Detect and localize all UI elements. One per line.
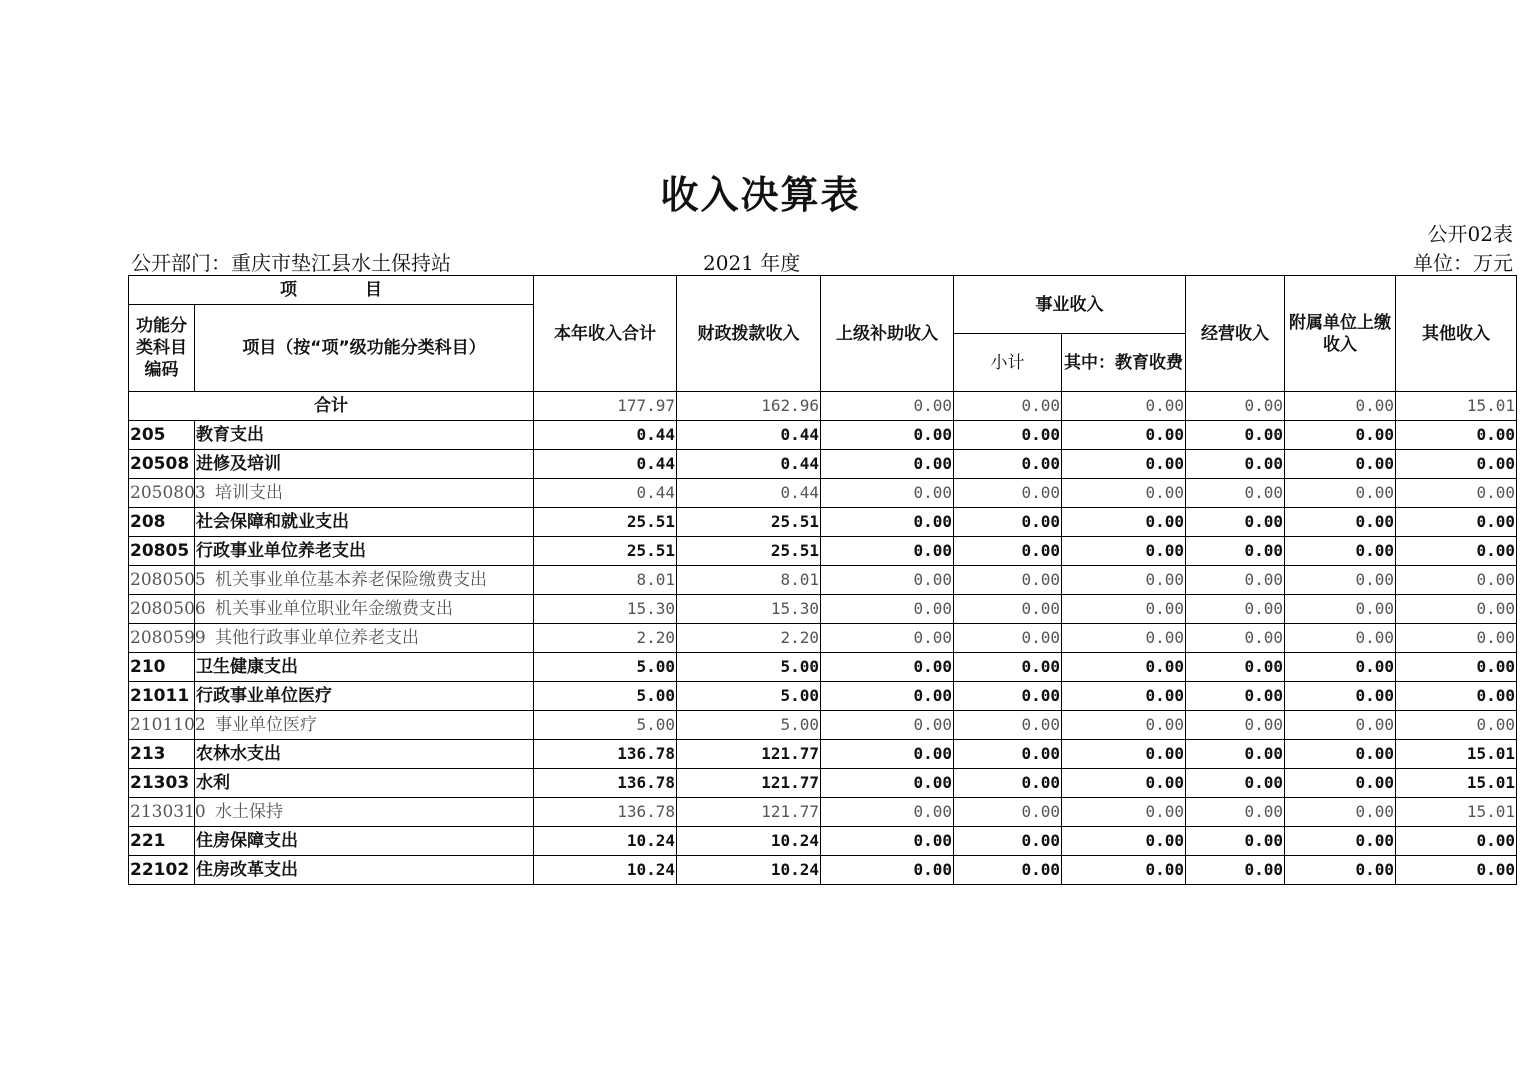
row-value: 0.00 [1285, 798, 1396, 827]
row-value: 5.00 [677, 711, 821, 740]
row-value: 0.00 [1186, 653, 1285, 682]
row-value: 2.20 [677, 624, 821, 653]
row-function-code: 21303 [129, 769, 195, 798]
row-function-code: 213 [129, 740, 195, 769]
row-value: 0.00 [954, 508, 1062, 537]
row-value: 0.00 [1396, 711, 1517, 740]
row-value: 0.00 [954, 595, 1062, 624]
table-row [129, 479, 1517, 508]
row-value: 0.00 [1285, 421, 1396, 450]
row-value: 0.00 [1186, 566, 1285, 595]
table-row [129, 653, 1517, 682]
row-value: 0.00 [1186, 711, 1285, 740]
total-row [129, 392, 1517, 421]
form-number: 公开02表 [1427, 222, 1513, 246]
row-value: 15.01 [1396, 740, 1517, 769]
row-value: 0.00 [954, 827, 1062, 856]
row-value: 0.00 [1285, 653, 1396, 682]
table-row [129, 798, 1517, 827]
row-value: 0.00 [1396, 624, 1517, 653]
row-value: 5.00 [534, 711, 677, 740]
row-value: 10.24 [677, 856, 821, 885]
row-value: 0.00 [954, 624, 1062, 653]
row-value: 0.00 [821, 653, 954, 682]
row-value: 0.00 [1285, 740, 1396, 769]
row-item-name: 行政事业单位医疗 [195, 682, 534, 711]
total-value: 177.97 [534, 392, 677, 421]
row-value: 15.01 [1396, 798, 1517, 827]
row-item-name: 水土保持 [195, 798, 534, 827]
row-item-name: 机关事业单位职业年金缴费支出 [195, 595, 534, 624]
row-value: 0.00 [1396, 595, 1517, 624]
row-value: 15.01 [1396, 769, 1517, 798]
row-value: 0.00 [1062, 595, 1186, 624]
row-function-code: 2050803 [129, 479, 195, 508]
row-function-code: 21011 [129, 682, 195, 711]
row-value: 2.20 [534, 624, 677, 653]
table-row [129, 769, 1517, 798]
row-value: 0.00 [1285, 769, 1396, 798]
row-value: 0.00 [1396, 682, 1517, 711]
row-value: 0.00 [1396, 450, 1517, 479]
row-value: 0.00 [1062, 508, 1186, 537]
row-value: 0.00 [1186, 856, 1285, 885]
row-value: 0.00 [954, 566, 1062, 595]
row-value: 136.78 [534, 769, 677, 798]
row-value: 136.78 [534, 740, 677, 769]
row-value: 25.51 [534, 508, 677, 537]
row-value: 0.44 [534, 421, 677, 450]
row-value: 0.00 [1285, 450, 1396, 479]
header-total-income: 本年收入合计 [534, 276, 677, 392]
row-value: 0.00 [1062, 740, 1186, 769]
table-row [129, 711, 1517, 740]
header-fiscal-allocation: 财政拨款收入 [677, 276, 821, 392]
row-value: 0.00 [821, 508, 954, 537]
row-value: 0.00 [1062, 711, 1186, 740]
row-value: 0.00 [1062, 653, 1186, 682]
row-value: 0.00 [1062, 682, 1186, 711]
row-value: 25.51 [677, 508, 821, 537]
row-value: 136.78 [534, 798, 677, 827]
row-value: 0.00 [954, 479, 1062, 508]
row-value: 25.51 [677, 537, 821, 566]
row-value: 5.00 [534, 682, 677, 711]
row-value: 10.24 [534, 827, 677, 856]
unit-label: 单位：万元 [1413, 251, 1513, 275]
row-item-name: 行政事业单位养老支出 [195, 537, 534, 566]
row-value: 0.00 [821, 798, 954, 827]
row-value: 0.00 [1186, 450, 1285, 479]
table-row [129, 856, 1517, 885]
row-value: 0.00 [821, 479, 954, 508]
row-value: 0.00 [954, 450, 1062, 479]
row-value: 121.77 [677, 740, 821, 769]
row-value: 10.24 [677, 827, 821, 856]
row-value: 0.00 [821, 682, 954, 711]
row-value: 0.00 [1396, 421, 1517, 450]
row-value: 0.00 [1285, 479, 1396, 508]
row-value: 0.00 [1186, 624, 1285, 653]
row-value: 0.00 [1396, 653, 1517, 682]
department-label: 公开部门：重庆市垫江县水土保持站 [131, 251, 451, 275]
row-value: 0.00 [1062, 421, 1186, 450]
row-function-code: 221 [129, 827, 195, 856]
income-final-accounts-table [128, 275, 1517, 885]
header-education-fee: 其中：教育收费 [1062, 334, 1186, 392]
row-value: 0.00 [1396, 537, 1517, 566]
row-function-code: 20805 [129, 537, 195, 566]
row-value: 0.00 [1285, 856, 1396, 885]
header-operating-income: 经营收入 [1186, 276, 1285, 392]
row-value: 0.00 [821, 566, 954, 595]
row-value: 0.00 [1186, 740, 1285, 769]
row-value: 5.00 [677, 653, 821, 682]
row-value: 0.00 [954, 682, 1062, 711]
row-value: 0.00 [1186, 798, 1285, 827]
row-value: 0.00 [954, 798, 1062, 827]
row-value: 0.00 [1285, 682, 1396, 711]
row-item-name: 卫生健康支出 [195, 653, 534, 682]
row-value: 10.24 [534, 856, 677, 885]
table-row [129, 450, 1517, 479]
row-value: 0.00 [1062, 566, 1186, 595]
table-row [129, 566, 1517, 595]
row-value: 0.44 [534, 479, 677, 508]
row-value: 0.00 [1285, 508, 1396, 537]
row-item-name: 住房改革支出 [195, 856, 534, 885]
row-item-name: 教育支出 [195, 421, 534, 450]
row-value: 0.00 [954, 711, 1062, 740]
table-row [129, 595, 1517, 624]
row-value: 0.00 [1285, 711, 1396, 740]
row-value: 0.00 [1186, 537, 1285, 566]
row-value: 0.00 [1285, 827, 1396, 856]
row-function-code: 2080505 [129, 566, 195, 595]
row-item-name: 培训支出 [195, 479, 534, 508]
row-function-code: 2130310 [129, 798, 195, 827]
row-value: 0.00 [1396, 856, 1517, 885]
row-value: 0.00 [1396, 566, 1517, 595]
row-value: 15.30 [677, 595, 821, 624]
row-value: 0.00 [1186, 769, 1285, 798]
table-row [129, 508, 1517, 537]
header-item-name: 项目（按“项”级功能分类科目） [195, 305, 534, 392]
total-label: 合计 [129, 392, 534, 421]
header-subtotal: 小计 [954, 334, 1062, 392]
total-value: 0.00 [1186, 392, 1285, 421]
row-value: 0.00 [821, 595, 954, 624]
row-value: 0.00 [1062, 769, 1186, 798]
row-value: 0.00 [821, 537, 954, 566]
row-value: 0.00 [1062, 827, 1186, 856]
row-item-name: 事业单位医疗 [195, 711, 534, 740]
row-value: 0.00 [1186, 508, 1285, 537]
row-item-name: 水利 [195, 769, 534, 798]
row-value: 5.00 [677, 682, 821, 711]
row-function-code: 205 [129, 421, 195, 450]
row-function-code: 2101102 [129, 711, 195, 740]
row-value: 0.00 [1062, 537, 1186, 566]
row-value: 0.00 [1062, 856, 1186, 885]
row-value: 0.44 [677, 450, 821, 479]
row-value: 0.00 [954, 653, 1062, 682]
row-function-code: 20508 [129, 450, 195, 479]
row-item-name: 农林水支出 [195, 740, 534, 769]
row-item-name: 住房保障支出 [195, 827, 534, 856]
header-other-income: 其他收入 [1396, 276, 1517, 392]
row-value: 0.00 [1396, 827, 1517, 856]
row-value: 0.00 [1396, 479, 1517, 508]
header-function-code: 功能分类科目编码 [129, 305, 195, 392]
row-value: 121.77 [677, 769, 821, 798]
table-row [129, 740, 1517, 769]
row-value: 8.01 [534, 566, 677, 595]
row-value: 0.00 [1186, 827, 1285, 856]
row-value: 0.00 [1186, 595, 1285, 624]
table-row [129, 421, 1517, 450]
row-item-name: 其他行政事业单位养老支出 [195, 624, 534, 653]
row-value: 0.00 [1186, 479, 1285, 508]
page-title: 收入决算表 [660, 173, 861, 217]
row-function-code: 22102 [129, 856, 195, 885]
row-value: 0.00 [1186, 421, 1285, 450]
row-value: 0.00 [821, 769, 954, 798]
row-value: 0.00 [821, 711, 954, 740]
row-item-name: 进修及培训 [195, 450, 534, 479]
row-value: 0.00 [1285, 624, 1396, 653]
table-row [129, 537, 1517, 566]
row-item-name: 社会保障和就业支出 [195, 508, 534, 537]
row-value: 0.00 [1062, 479, 1186, 508]
table-row [129, 624, 1517, 653]
row-value: 15.30 [534, 595, 677, 624]
row-value: 0.00 [1285, 537, 1396, 566]
row-function-code: 2080599 [129, 624, 195, 653]
total-value: 0.00 [1062, 392, 1186, 421]
row-value: 0.00 [821, 827, 954, 856]
row-value: 0.44 [534, 450, 677, 479]
row-value: 0.00 [1062, 450, 1186, 479]
header-item: 项 目 [129, 276, 534, 305]
row-function-code: 210 [129, 653, 195, 682]
row-value: 25.51 [534, 537, 677, 566]
row-function-code: 208 [129, 508, 195, 537]
row-value: 0.00 [821, 624, 954, 653]
table-row [129, 827, 1517, 856]
row-value: 0.44 [677, 421, 821, 450]
row-value: 0.00 [1285, 595, 1396, 624]
row-value: 0.00 [821, 421, 954, 450]
row-value: 0.44 [677, 479, 821, 508]
row-value: 0.00 [1186, 682, 1285, 711]
row-value: 0.00 [1396, 508, 1517, 537]
row-value: 0.00 [1285, 566, 1396, 595]
row-value: 0.00 [821, 740, 954, 769]
header-superior-subsidy: 上级补助收入 [821, 276, 954, 392]
row-item-name: 机关事业单位基本养老保险缴费支出 [195, 566, 534, 595]
header-business-income: 事业收入 [954, 276, 1186, 334]
total-value: 0.00 [821, 392, 954, 421]
row-value: 0.00 [954, 537, 1062, 566]
row-value: 8.01 [677, 566, 821, 595]
fiscal-year: 2021 年度 [703, 251, 801, 275]
row-value: 0.00 [954, 769, 1062, 798]
row-value: 0.00 [1062, 624, 1186, 653]
total-value: 15.01 [1396, 392, 1517, 421]
total-value: 0.00 [954, 392, 1062, 421]
row-value: 0.00 [954, 856, 1062, 885]
row-value: 0.00 [954, 421, 1062, 450]
header-affiliated-income: 附属单位上缴收入 [1285, 276, 1396, 392]
table-row [129, 682, 1517, 711]
row-value: 5.00 [534, 653, 677, 682]
row-value: 0.00 [821, 856, 954, 885]
total-value: 162.96 [677, 392, 821, 421]
row-value: 0.00 [1062, 798, 1186, 827]
row-value: 0.00 [821, 450, 954, 479]
row-function-code: 2080506 [129, 595, 195, 624]
total-value: 0.00 [1285, 392, 1396, 421]
row-value: 121.77 [677, 798, 821, 827]
row-value: 0.00 [954, 740, 1062, 769]
